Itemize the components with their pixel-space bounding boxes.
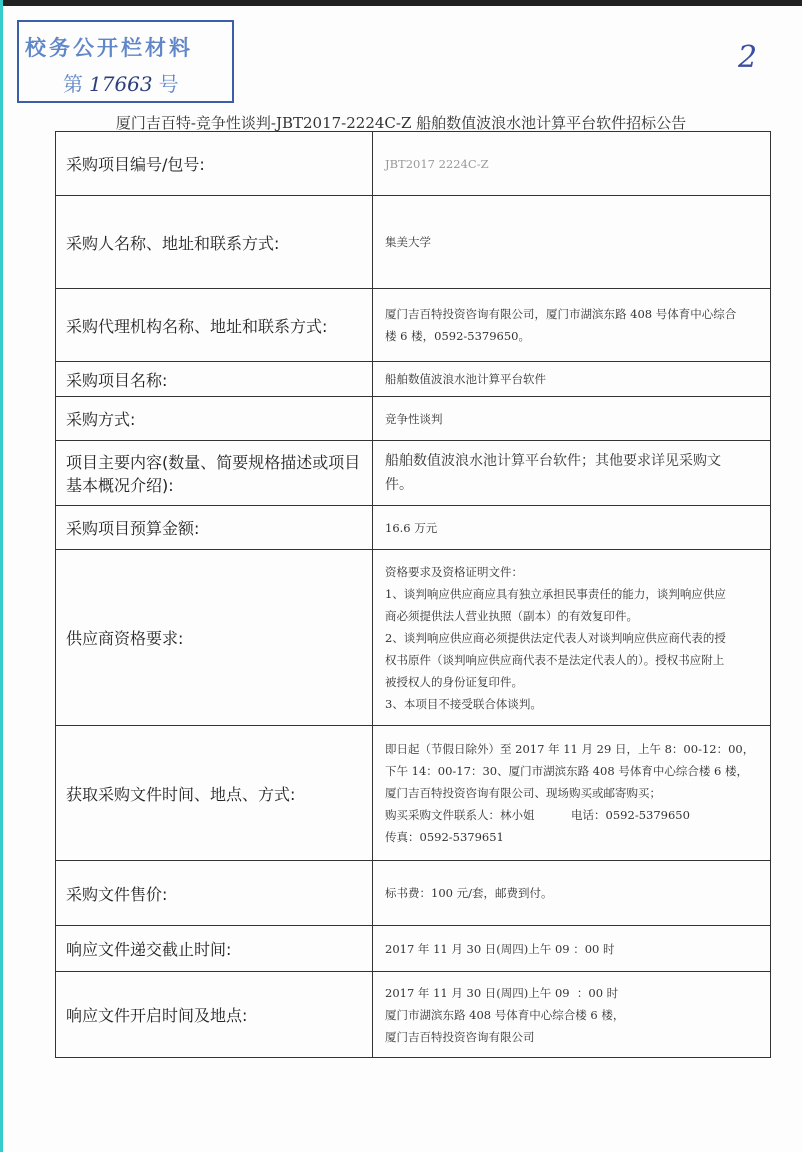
table-row [56, 726, 771, 861]
stamp-number-line [63, 68, 179, 97]
stamp-suffix: 号 [158, 72, 179, 96]
value-line: 2017 年 11 月 30 日(周四)上午 09 ：00 时 [385, 941, 615, 956]
value-line: 厦门吉百特投资咨询有限公司 [385, 1029, 535, 1044]
field-label: 采购项目预算金额: [56, 506, 373, 550]
stamp-number: 17663 [89, 72, 153, 96]
field-value [373, 550, 771, 726]
table-row [56, 926, 771, 972]
value-line: 16.6 万元 [385, 520, 438, 535]
value-line: 1、谈判响应供应商应具有独立承担民事责任的能力，谈判响应供应 [385, 586, 726, 601]
field-value [373, 972, 771, 1058]
table-row [56, 362, 771, 397]
field-value [373, 289, 771, 362]
stamp-prefix: 第 [63, 72, 83, 96]
value-line: 下午 14：00-17：30、厦门市湖滨东路 408 号体育中心综合楼 6 楼， [385, 764, 748, 778]
field-label: 项目主要内容(数量、简要规格描述或项目基本概况介绍): [56, 441, 373, 506]
value-line: 权书原件（谈判响应供应商代表不是法定代表人的）。授权书应附上 [385, 652, 725, 667]
field-label: 采购文件售价: [56, 861, 373, 926]
value-line: 购买采购文件联系人：林小姐 电话：0592-5379650 [385, 808, 690, 822]
value-line: 传真：0592-5379651 [385, 830, 504, 844]
field-value [373, 362, 771, 397]
value-line: 资格要求及资格证明文件： [385, 564, 523, 579]
table-row [56, 289, 771, 362]
field-label: 采购方式: [56, 397, 373, 441]
field-label: 获取采购文件时间、地点、方式: [56, 726, 373, 861]
field-label: 供应商资格要求: [56, 550, 373, 726]
table-row [56, 550, 771, 726]
stamp-text: 校务公开栏材料 [25, 36, 193, 60]
field-value [373, 132, 771, 196]
field-value [373, 397, 771, 441]
value-line: 3、本项目不接受联合体谈判。 [385, 696, 542, 711]
value-line: 竞争性谈判 [385, 411, 443, 426]
value-line: 标书费：100 元/套，邮费到付。 [385, 886, 553, 900]
value-line: 商必须提供法人营业执照（副本）的有效复印件。 [385, 608, 638, 623]
field-label: 采购代理机构名称、地址和联系方式: [56, 289, 373, 362]
value-line: 厦门吉百特投资咨询有限公司，厦门市湖滨东路 408 号体育中心综合 [385, 307, 737, 321]
field-label: 响应文件递交截止时间: [56, 926, 373, 972]
field-label: 采购人名称、地址和联系方式: [56, 196, 373, 289]
value-line: 被授权人的身份证复印件。 [385, 674, 523, 689]
field-label: 采购项目名称: [56, 362, 373, 397]
value-line: 厦门市湖滨东路 408 号体育中心综合楼 6 楼， [385, 1007, 625, 1022]
field-value [373, 196, 771, 289]
table-row [56, 397, 771, 441]
field-value [373, 726, 771, 861]
table-row [56, 196, 771, 289]
field-label: 采购项目编号/包号: [56, 132, 373, 196]
field-value [373, 506, 771, 550]
field-value [373, 926, 771, 972]
value-line: 即日起（节假日除外）至 2017 年 11 月 29 日，上午 8：00-12：00， [385, 742, 755, 756]
table-row [56, 861, 771, 926]
value-line: 集美大学 [385, 235, 431, 249]
table-row [56, 441, 771, 506]
value-line: 2017 年 11 月 30 日(周四)上午 09 ：00 时 [385, 985, 619, 1000]
value-line: 楼 6 楼，0592-5379650。 [385, 329, 530, 343]
table-row [56, 132, 771, 196]
announcement-table [55, 131, 771, 1058]
value-line: 件。 [385, 477, 413, 493]
field-value [373, 441, 771, 506]
page-mark: 2 [738, 40, 758, 75]
table-row [56, 506, 771, 550]
value-line: 厦门吉百特投资咨询有限公司、现场购买或邮寄购买； [385, 786, 661, 800]
value-line: 船舶数值波浪水池计算平台软件 [385, 372, 546, 386]
value-line: JBT2017 2224C-Z [385, 156, 489, 171]
table-row [56, 972, 771, 1058]
scan-edge [0, 0, 3, 1152]
field-value [373, 861, 771, 926]
document-title: 厦门吉百特-竞争性谈判-JBT2017-2224C-Z 船舶数值波浪水池计算平台软件招标公告 [115, 114, 687, 132]
scan-edge [0, 0, 802, 6]
field-label: 响应文件开启时间及地点: [56, 972, 373, 1058]
value-line: 2、谈判响应供应商必须提供法定代表人对谈判响应供应商代表的授 [385, 630, 726, 645]
archive-stamp [17, 20, 234, 103]
value-line: 船舶数值波浪水池计算平台软件；其他要求详见采购文 [385, 453, 721, 469]
